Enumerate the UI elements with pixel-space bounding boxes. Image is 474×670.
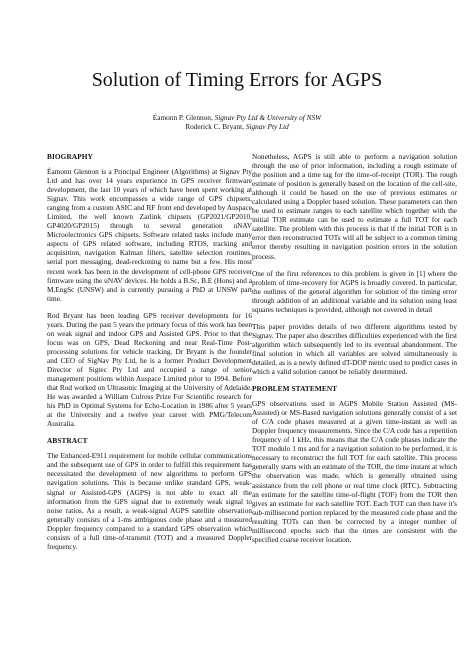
author-block [0,113,474,131]
author-line-2 [0,122,474,131]
body-paragraph: Nonetheless, AGPS is still able to perform a navigation solution through the use of prior information, including a rough estimate of the position and a time tag for the time-of-receipt (TOR). The rough estimate of position is generally based on the location of the cell-site, although it could be based on the use of previous estimates or calculated using a Doppler based solution. These parameters can then be used to estimate ranges to each satellite which together with the initial TOR estimate can be used to estimate a full TOT for each satellite. The problem with this process is that if the initial TOR is in error then reconstructed TOTs will all be subject to a common timing error thereby resulting in navigation position errors in the solution process. [252,152,457,261]
biography-paragraph: Rod Bryant has been leading GPS receiver developments for 16 years. During the past 5 years the primary focus of this work has been on weak signal and indoor GPS and Assisted GPS. Prior to that the focus was on GPS, Dead Reckoning and near Real-Time Post-processing solutions for vehicle tracking. Dr Bryant is the founder and CEO of SigNav Pty Ltd, he is a former Product Development Director of Sigtec Pty Ltd and occupied a range of senior management positions within Auspace Limited prior to 1994. Before that Rod worked on Ultrasonic Imaging at the University of Adelaide. He was awarded a William Culross Prize For Scientific research for his PhD in Optimal Systems for Echo-Location in 1986 after 5 years at the University and a twelve year career with PMG/Telecom Australia. [47,310,252,429]
right-column [252,152,457,552]
left-column [47,152,252,559]
author-name: Éamonn P. Glennon, [152,113,215,122]
body-paragraph: GPS observations used in AGPS Mobile Station Assisted (MS-Assisted) or MS-Based navigation solutions generally consist of a set of C/A code phases measured at a given time-instant as well as Doppler frequency measurements. Since the C/A code has a repetition frequency of 1 kHz, this means that the C/A code phases indicate the TOT modulo 1 ms and for a navigation solution to be performed, it is necessary to reconstruct the full TOT for each satellite. This process generally starts with an estimate of the TOR, the time instant at which the observation was made, which is generally obtained using assistance from the cell phone or real time clock (RTC). Subtracting an estimate for the satellite time-of-flight (TOF) from the TOR then gives an estimate for each satellite TOT. Each TOT can then have it's sub-millisecond portion replaced by the measured code phase and the resulting TOTs can then be corrected by a integer number of millisecond epochs such that the times are consistent with the specified coarse receiver location. [252,399,457,544]
problem-statement-heading: PROBLEM STATEMENT [252,384,338,394]
author-affiliation: Signav Pty Ltd & University of NSW [214,113,322,122]
author-line-1 [0,113,474,122]
abstract-paragraph: The Enhanced-E911 requirement for mobile cellular communications and the subsequent use of GPS in order to fulfill this requirement has necessitated the development of new algorithms to perform GPS navigation solutions. This is because unlike standard GPS, weak-signal or Assisted-GPS (AGPS) is not able to exact all the information from the GPS signal due to extremely weak signal to noise ratios. As a result, a weak-signal AGPS satellite observation generally consists of a 1-ms ambiguous code phase and a measured Doppler frequency compared to a standard GPS observation which consists of a full time-of-transmit (TOT) and a measured Doppler frequency. [47,451,252,551]
body-paragraph: One of the first references to this problem is given in [1] where the problem of time-recovery for AGPS is broadly covered. In particular, the outlines of the general algorithm for solution of the timing error through addition of an additional variable and its solution using least squares techniques is provided, although not covered in detail [252,268,457,314]
author-name: Roderick C. Bryant, [185,122,246,131]
author-affiliation: Signav Pty Ltd [245,122,289,131]
abstract-heading: ABSTRACT [47,436,88,446]
paper-title: Solution of Timing Errors for AGPS [91,69,383,91]
biography-heading: BIOGRAPHY [47,152,93,161]
body-paragraph: This paper provides details of two different algorithms tested by Signav. The paper also describes difficulties experienced with the first algorithm which subsequently led to its eventual abandonment. The final solution in which all variables are solved simultaneously is detailed, as is a newly defined dT-DOP metric used to predict cases in which a valid solution cannot be reliably determined. [252,321,457,377]
biography-paragraph: Éamonn Glennon is a Principal Engineer (Algorithms) at Signav Pty Ltd and has over 14 years experience in GPS receiver firmware development, the last 10 years of which have been spent working at Signav. This work encompasses a wide range of GPS chipsets, ranging from a custom ASIC and RF front end developed by Auspace Limited, the well known Zarlink chipsets (GP2021/GP2010, GP4020/GP2015) through to several generation uNAV Microelectronics GPS chipsets. Software related tasks include many aspects of GPS related software, including RTOS, tracking and acquisition, navigation Kalman filters, satellite selection routines, serial port messaging, dead-reckoning to name but a few. His most recent work has been in the development of cell-phone GPS receiver firmware using the uNAV devices. He holds a B.Sc, B.E (Hons) and a M.EngSc (UNSW) and is currently pursuing a PhD at UNSW part time. [47,167,252,303]
